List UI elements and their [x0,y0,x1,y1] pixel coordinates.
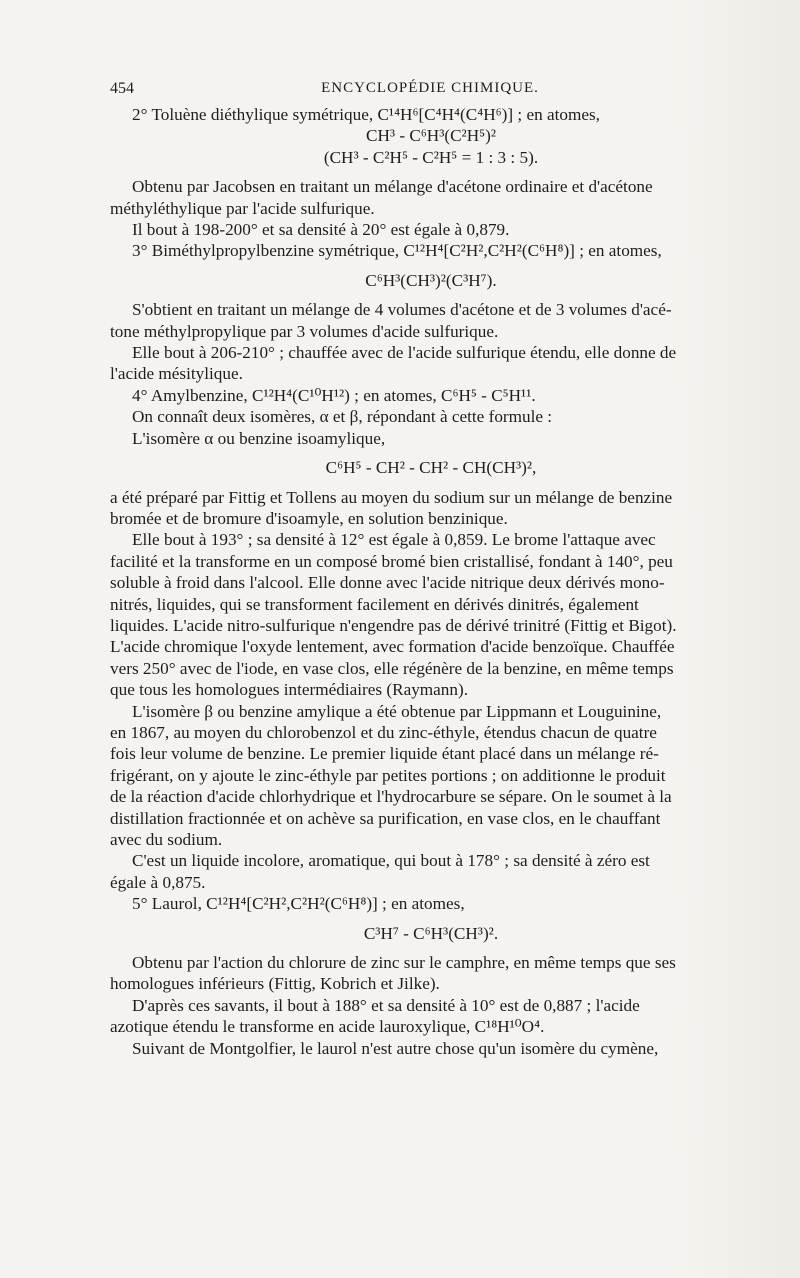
text-line: homologues inférieurs (Fittig, Kobrich et Jilke). [110,974,440,994]
text-line: L'isomère α ou benzine isoamylique, [132,428,386,448]
section-2-heading: 2° Toluène diéthylique symétrique, C¹⁴H⁶[C⁴H⁴(C⁴H⁶)] ; en atomes, [132,105,600,124]
formula-line: C⁶H³(CH³)²(C³H⁷). [365,270,497,290]
text-line: Elle bout à 193° ; sa densité à 12° est égale à 0,859. Le brome l'attaque avec [132,530,656,550]
formula-line: CH³ - C⁶H³(C²H⁵)² [366,126,496,146]
text-line: tone méthylpropylique par 3 volumes d'acide sulfurique. [110,321,499,341]
text-line: facilité et la transforme en un composé bromé bien cristallisé, fondant à 140°, peu [110,551,673,571]
text-line: a été préparé par Fittig et Tollens au moyen du sodium sur un mélange de benzine [110,487,673,507]
text-line: azotique étendu le transforme en acide lauroxylique, C¹⁸H¹⁰O⁴. [110,1017,545,1037]
section-4-heading: 4° Amylbenzine, C¹²H⁴(C¹⁰H¹²) ; en atomes, C⁶H⁵ - C⁵H¹¹. [132,385,536,405]
page-body [110,104,752,1059]
text-line: bromée et de bromure d'isoamyle, en solution benzinique. [110,508,508,528]
text-line: distillation fractionnée et on achève sa purification, en vase clos, en le chauffant [110,808,661,828]
text-line: soluble à froid dans l'alcool. Elle donne avec l'acide nitrique deux dérivés mono- [110,573,665,593]
text-line: S'obtient en traitant un mélange de 4 volumes d'acétone et de 3 volumes d'acé- [132,300,672,320]
text-line: avec du sodium. [110,830,223,849]
text-line: On connaît deux isomères, α et β, répondant à cette formule : [132,407,553,427]
text-line: D'après ces savants, il bout à 188° et sa densité à 10° est de 0,887 ; l'acide [132,995,640,1015]
text-line: égale à 0,875. [110,872,206,892]
text-line: en 1867, au moyen du chlorobenzol et du zinc-éthyle, étendus chacun de quatre [110,722,657,742]
page-header [110,80,750,102]
text-line: Il bout à 198-200° et sa densité à 20° est égale à 0,879. [132,220,510,240]
text-line: que tous les homologues intermédiaires (Raymann). [110,680,468,700]
text-line: vers 250° avec de l'iode, en vase clos, elle régénère de la benzine, en même temps [110,658,674,678]
section-3-heading: 3° Biméthylpropylbenzine symétrique, C¹²H⁴[C²H²,C²H²(C⁶H⁸)] ; en atomes, [132,241,662,261]
text-line: L'acide chromique l'oxyde lentement, avec formation d'acide benzoïque. Chauffée [110,637,675,657]
running-title: ENCYCLOPÉDIE CHIMIQUE. [321,80,539,96]
text-line: Elle bout à 206-210° ; chauffée avec de l'acide sulfurique étendu, elle donne de [132,343,677,363]
formula-line: (CH³ - C²H⁵ - C²H⁵ = 1 : 3 : 5). [323,147,539,167]
text-line: l'acide mésitylique. [110,364,243,384]
text-line: Obtenu par Jacobsen en traitant un mélange d'acétone ordinaire et d'acétone [132,177,653,197]
text-line: fois leur volume de benzine. Le premier liquide étant placé dans un mélange ré- [110,744,659,764]
text-line: C'est un liquide incolore, aromatique, qui bout à 178° ; sa densité à zéro est [132,851,650,871]
text-line: frigérant, on y ajoute le zinc-éthyle par petites portions ; on additionne le produit [110,765,666,785]
page-number: 454 [110,80,134,97]
formula-line: C³H⁷ - C⁶H³(CH³)². [363,923,499,943]
text-line: méthyléthylique par l'acide sulfurique. [110,198,375,218]
text-line: liquides. L'acide nitro-sulfurique n'engendre pas de dérivé trinitré (Fittig et Bigot). [110,615,677,635]
text-line: L'isomère β ou benzine amylique a été obtenue par Lippmann et Louguinine, [132,701,662,721]
formula-line: C⁶H⁵ - CH² - CH² - CH(CH³)², [325,458,537,478]
text-line: de la réaction d'acide chlorhydrique et l'hydrocarbure se sépare. On le soumet à la [110,787,672,807]
section-5-heading: 5° Laurol, C¹²H⁴[C²H²,C²H²(C⁶H⁸)] ; en atomes, [132,894,465,914]
text-line: Obtenu par l'action du chlorure de zinc sur le camphre, en même temps que ses [132,953,676,973]
text-line: nitrés, liquides, qui se transforment facilement en dérivés dinitrés, également [110,594,639,614]
text-line: Suivant de Montgolfier, le laurol n'est autre chose qu'un isomère du cymène, [132,1038,659,1058]
